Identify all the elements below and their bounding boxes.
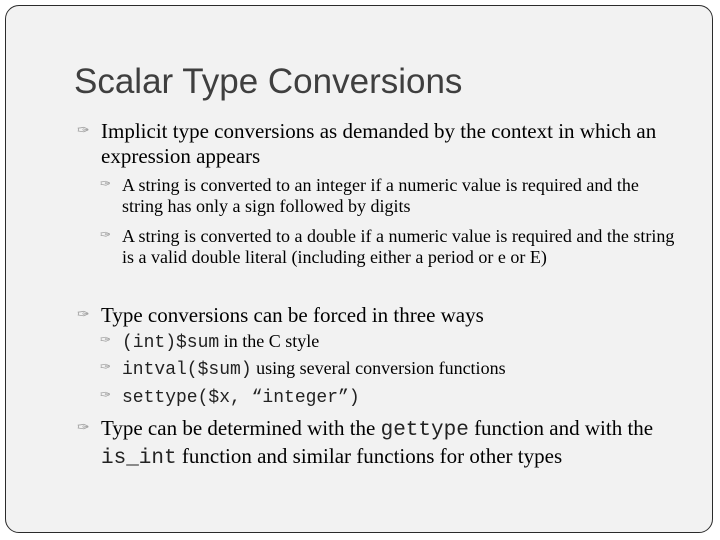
- bullet-text: Implicit type conversions as demanded by the context in which an expression appears: [101, 119, 657, 168]
- sub-bullet-text: A string is converted to a double if a numeric value is required and the string is a valid double literal (including either a period or e or E): [122, 226, 675, 268]
- bullet-icon: ✑: [100, 177, 111, 192]
- bullet-text-post: function and similar functions for other types: [176, 443, 563, 468]
- bullet-forced-conversions: [77, 303, 661, 328]
- bullet-implicit-conversions: [77, 119, 661, 169]
- code-intval: intval($sum): [122, 360, 252, 380]
- bullet-text: Type conversions can be forced in three ways: [101, 303, 484, 327]
- bullet-text-pre: Type can be determined with the: [101, 416, 381, 440]
- bullet-type-determination: [77, 416, 676, 472]
- sub-bullet-integer-conversion: [100, 175, 662, 217]
- sub-bullet-text: in the C style: [219, 331, 320, 351]
- bullet-icon: ✑: [100, 360, 111, 375]
- bullet-icon: ✑: [77, 418, 90, 436]
- sub-bullet-text: A string is converted to an integer if a numeric value is required and the string has only a sign followed by digits: [122, 175, 639, 217]
- sub-bullet-double-conversion: [100, 226, 687, 268]
- sub-bullet-intval: [100, 358, 662, 381]
- bullet-icon: ✑: [77, 305, 90, 323]
- code-is-int: is_int: [101, 446, 177, 470]
- sub-bullet-text: using several conversion functions: [251, 358, 506, 378]
- code-cast: (int)$sum: [122, 333, 220, 353]
- bullet-text-mid: function and with the: [468, 416, 654, 440]
- code-settype: settype($x, “integer”): [122, 388, 360, 408]
- bullet-icon: ✑: [100, 333, 111, 348]
- bullet-icon: ✑: [77, 121, 90, 139]
- code-gettype: gettype: [380, 419, 469, 442]
- bullet-icon: ✑: [100, 228, 111, 243]
- slide-title: Scalar Type Conversions: [74, 62, 463, 101]
- bullet-icon: ✑: [100, 388, 111, 403]
- sub-bullet-cast: [100, 331, 662, 354]
- sub-bullet-settype: [100, 386, 662, 409]
